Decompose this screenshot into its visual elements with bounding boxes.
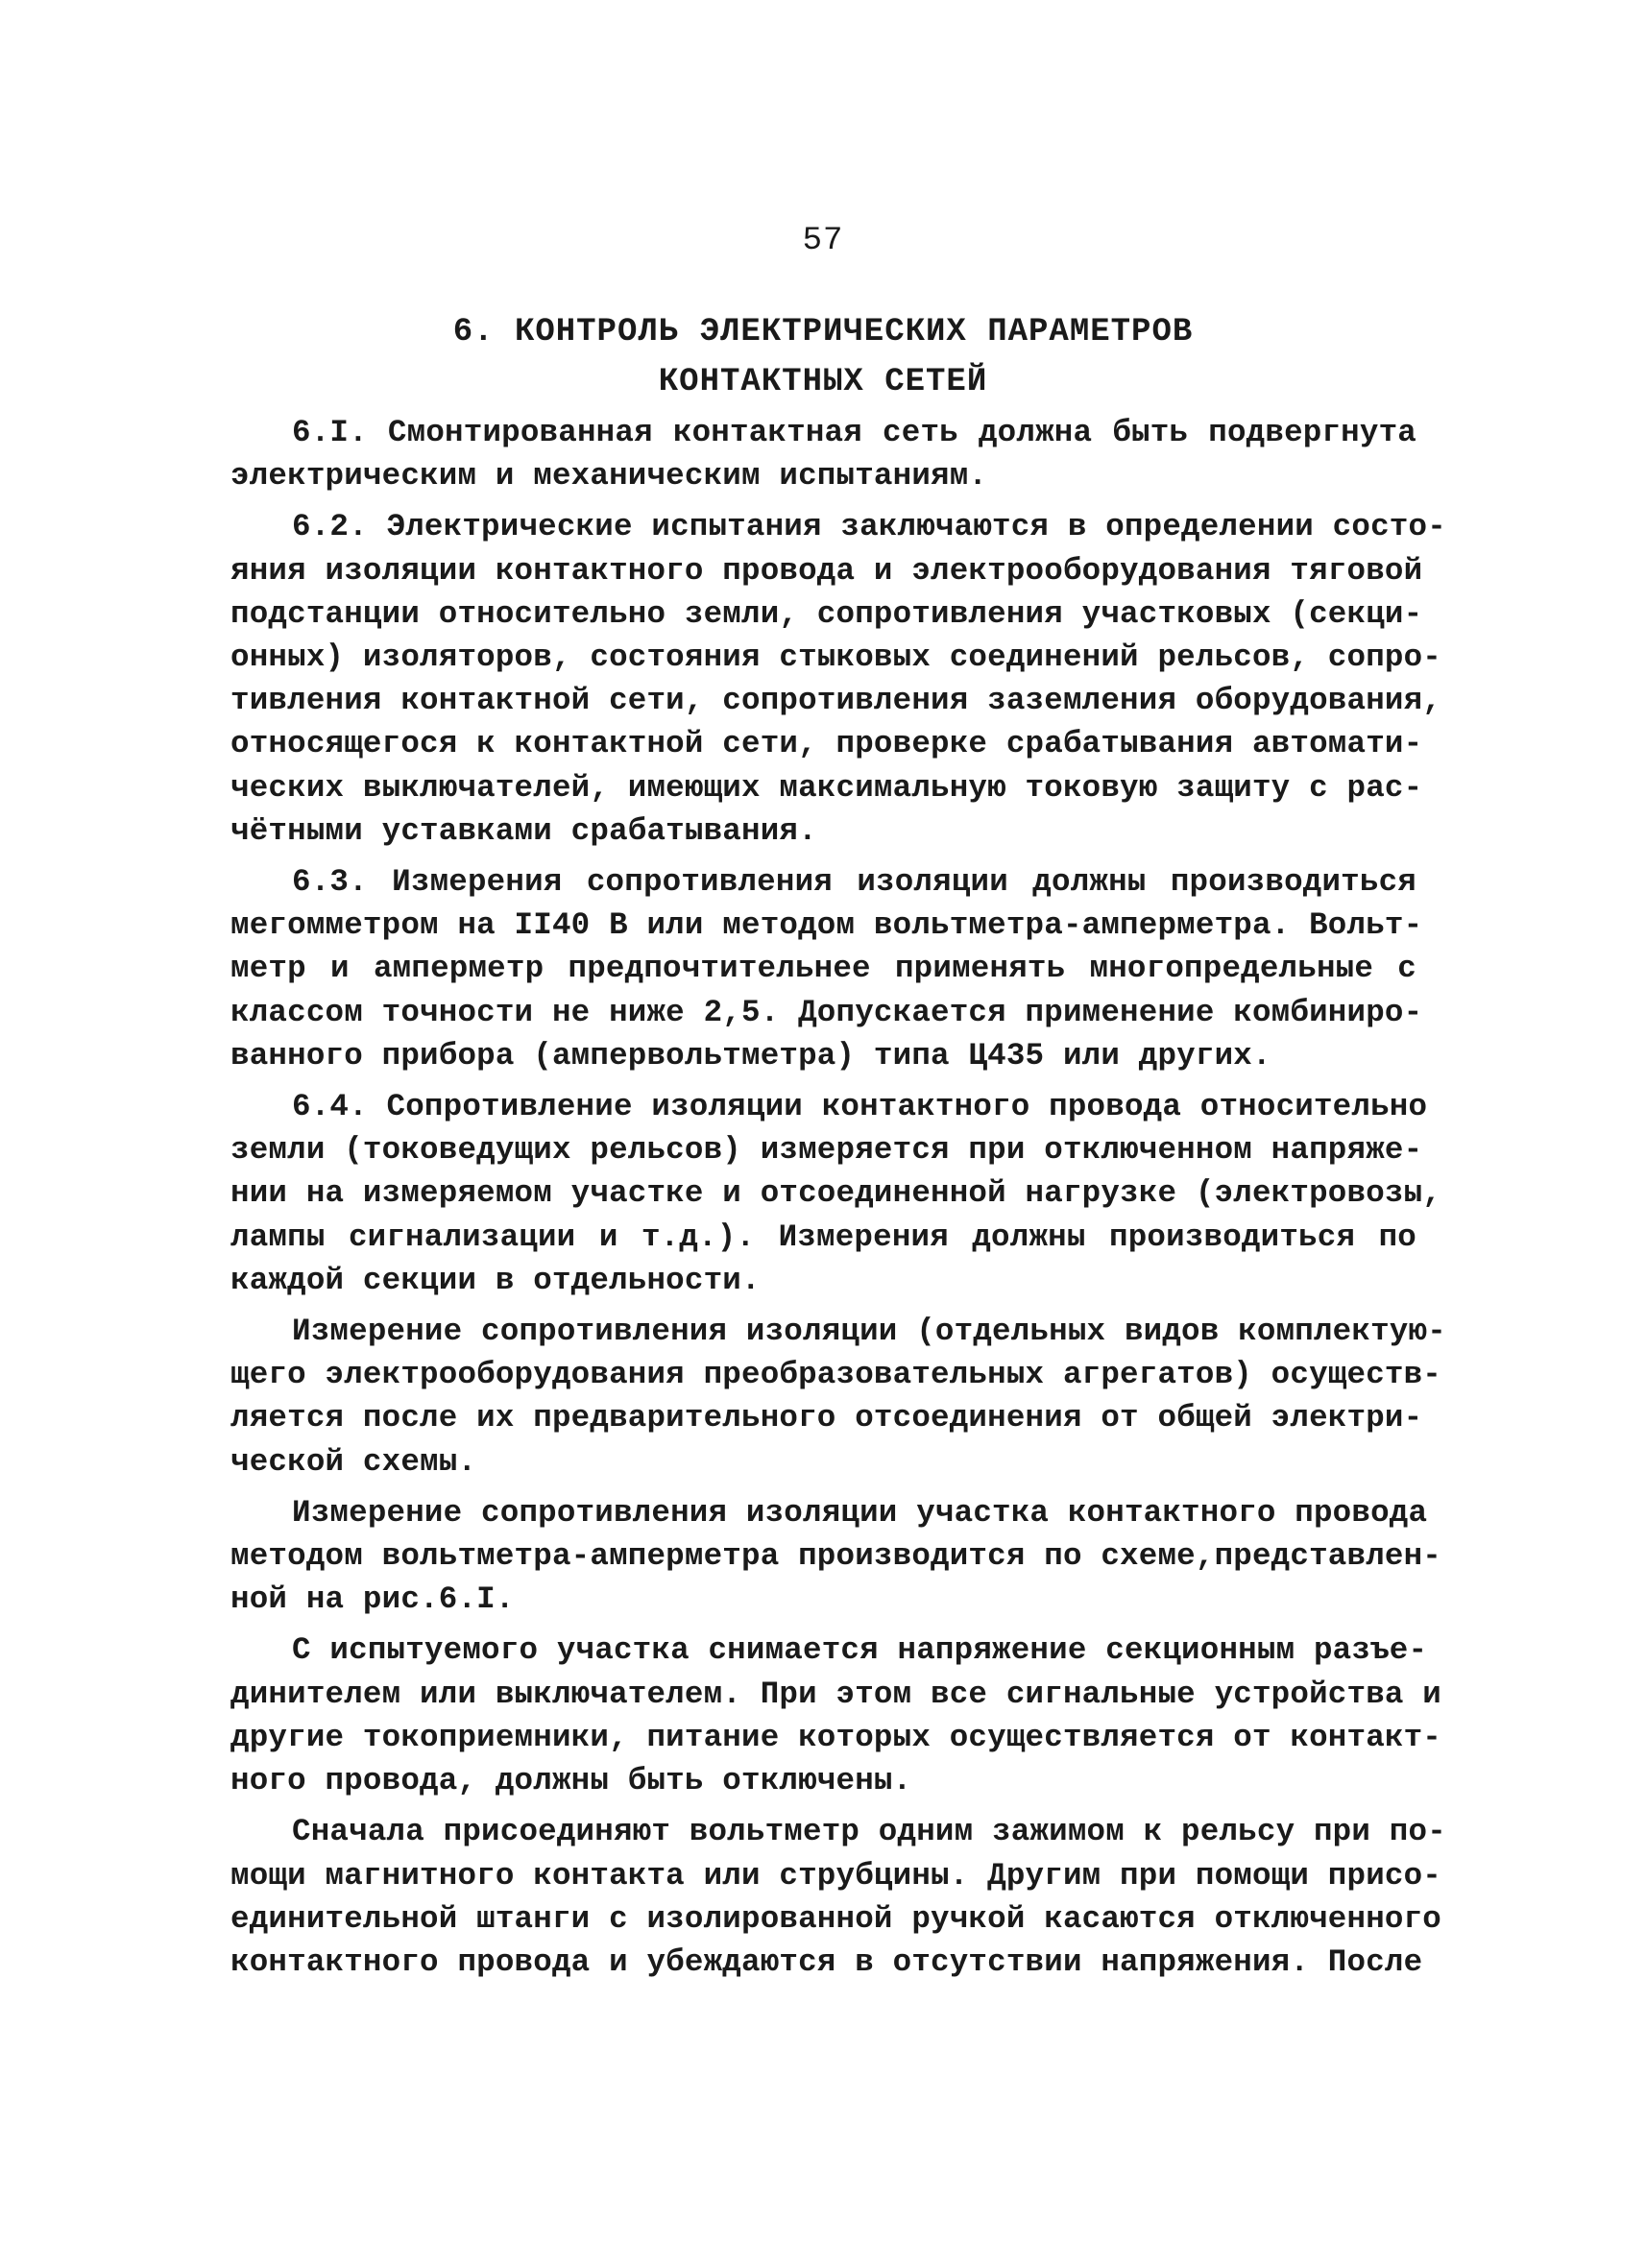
- text-line: чётными уставками срабатывания.: [230, 812, 817, 849]
- text-line: 6.I. Смонтированная контактная сеть должна быть подвергнута: [292, 415, 1416, 450]
- text-line: С испытуемого участка снимается напряжение секционным разъе-: [292, 1632, 1428, 1669]
- paragraph: [230, 860, 1423, 1077]
- text-line: ческой схемы.: [230, 1443, 477, 1480]
- text-line: яния изоляции контактного провода и электрооборудования тяговой: [230, 552, 1423, 589]
- section-title-line-1: 6. КОНТРОЛЬ ЭЛЕКТРИЧЕСКИХ ПАРАМЕТРОВ: [452, 314, 1194, 350]
- paragraph: [230, 411, 1416, 497]
- text-line: единительной штанги с изолированной ручкой касаются отключенного: [230, 1900, 1442, 1937]
- paragraph: [230, 1810, 1446, 1984]
- text-line: другие токоприемники, питание которых осуществляется от контакт-: [230, 1719, 1442, 1755]
- paragraph: [230, 1310, 1446, 1484]
- text-line: Измерение сопротивления изоляции участка контактного провода: [292, 1494, 1428, 1531]
- section-title: [0, 307, 1646, 407]
- text-line: Измерение сопротивления изоляции (отдельных видов комплектую-: [292, 1314, 1446, 1350]
- text-line: динителем или выключателем. При этом все сигнальные устройства и: [230, 1676, 1442, 1712]
- text-line: ного провода, должны быть отключены.: [230, 1763, 912, 1799]
- paragraph: [230, 1629, 1442, 1802]
- text-line: 6.3. Измерения сопротивления изоляции должны производиться: [292, 864, 1416, 901]
- text-line: метр и амперметр предпочтительнее применять многопредельные с: [230, 951, 1416, 987]
- text-line: 6.2. Электрические испытания заключаются в определении состо-: [292, 509, 1446, 545]
- paragraph: [230, 1085, 1442, 1302]
- text-line: мегомметром на II40 В или методом вольтметра-амперметра. Вольт-: [230, 907, 1423, 944]
- text-line: классом точности не ниже 2,5. Допускается применение комбиниро-: [230, 994, 1423, 1030]
- text-line: мощи магнитного контакта или струбцины. Другим при помощи присо-: [230, 1857, 1442, 1894]
- text-line: электрическим и механическим испытаниям.: [230, 458, 988, 495]
- text-line: ванного прибора (ампервольтметра) типа Ц435 или других.: [230, 1037, 1271, 1074]
- text-line: лампы сигнализации и т.д.). Измерения должны производиться по: [230, 1218, 1416, 1255]
- text-line: ческих выключателей, имеющих максимальную токовую защиту с рас-: [230, 769, 1423, 806]
- paragraph: [230, 1491, 1442, 1622]
- paragraph: [230, 505, 1446, 853]
- text-line: методом вольтметра-амперметра производится по схеме,представлен-: [230, 1538, 1442, 1575]
- text-line: Сначала присоединяют вольтметр одним зажимом к рельсу при по-: [292, 1814, 1446, 1850]
- text-line: тивления контактной сети, сопротивления заземления оборудования,: [230, 683, 1442, 719]
- text-line: контактного провода и убеждаются в отсутствии напряжения. После: [230, 1943, 1423, 1980]
- text-line: ной на рис.6.I.: [230, 1581, 515, 1618]
- text-line: подстанции относительно земли, сопротивления участковых (секци-: [230, 595, 1423, 632]
- text-line: относящегося к контактной сети, проверке срабатывания автомати-: [230, 726, 1423, 762]
- section-title-line-2: КОНТАКТНЫХ СЕТЕЙ: [658, 364, 988, 400]
- text-line: каждой секции в отдельности.: [230, 1262, 761, 1298]
- text-line: щего электрооборудования преобразовательных агрегатов) осуществ-: [230, 1357, 1442, 1393]
- text-line: нии на измеряемом участке и отсоединенной нагрузке (электровозы,: [230, 1175, 1442, 1212]
- text-line: 6.4. Сопротивление изоляции контактного провода относительно: [292, 1089, 1428, 1125]
- document-body: [230, 411, 1446, 1991]
- text-line: ляется после их предварительного отсоединения от общей электри-: [230, 1400, 1423, 1436]
- text-line: онных) изоляторов, состояния стыковых соединений рельсов, сопро-: [230, 639, 1442, 676]
- page-number: 57: [802, 223, 844, 259]
- text-line: земли (токоведущих рельсов) измеряется при отключенном напряже-: [230, 1132, 1423, 1169]
